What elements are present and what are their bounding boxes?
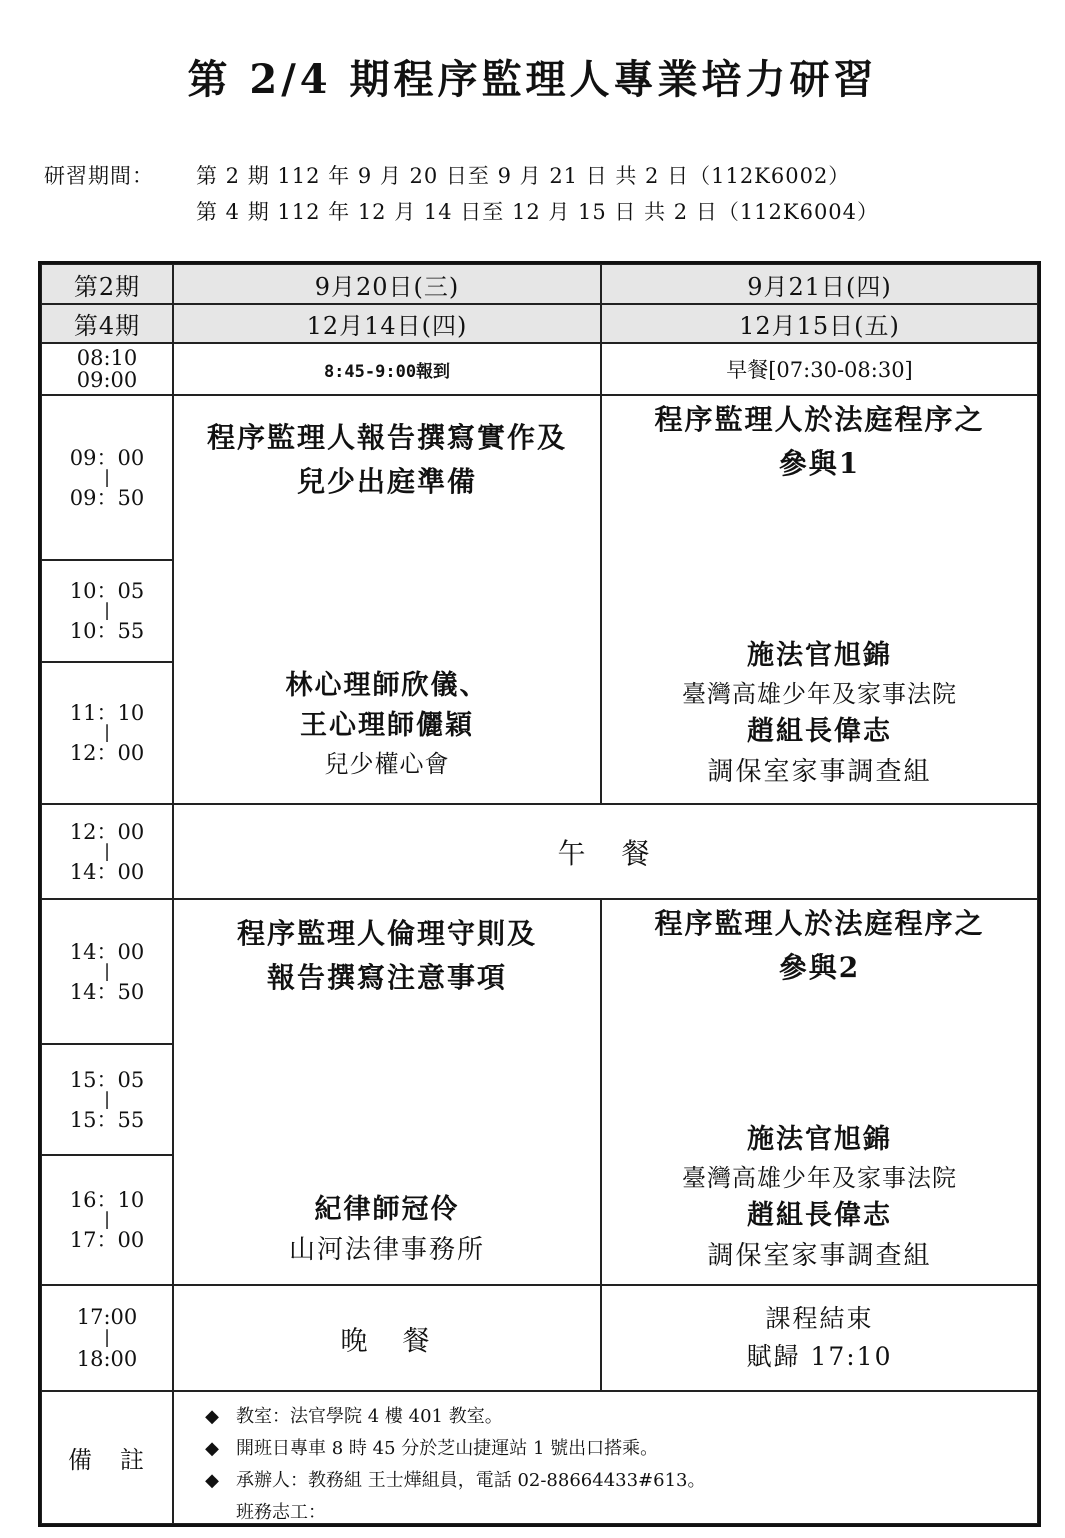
note-volunteer (188, 1498, 326, 1524)
note-text: 教室：法官學院 4 樓 401 教室。 (236, 1406, 503, 1427)
morning-course-day2 (601, 395, 1038, 804)
time-start: 17:00 (76, 1305, 138, 1329)
course-title-line: 程序監理人報告撰寫實作及 (206, 421, 567, 454)
header-day2-session4-label: 12月15日(五) (739, 312, 900, 340)
time-start: 08:10 (76, 346, 138, 370)
diamond-bullet-icon: ◆ (205, 1438, 219, 1459)
afternoon-course-day1 (173, 899, 601, 1285)
time-separator: | (103, 1088, 111, 1110)
time-separator: | (103, 960, 111, 982)
checkin-cell (173, 343, 601, 395)
dinner-cell (173, 1285, 601, 1391)
time-end: 09：50 (69, 485, 145, 510)
course-title-line: 參與2 (778, 951, 861, 984)
time-end: 12：00 (69, 741, 145, 765)
time-end: 14：00 (69, 859, 145, 884)
morning-course-day1 (173, 395, 601, 804)
header-session-2 (41, 264, 173, 304)
course-end-cell (601, 1285, 1038, 1391)
time-start: 16：10 (69, 1188, 145, 1212)
time-separator: | (103, 722, 111, 743)
notes-label-cell (41, 1391, 173, 1524)
time-end: 17：00 (69, 1228, 145, 1252)
time-start: 09：00 (69, 445, 145, 470)
time-separator: | (103, 466, 111, 488)
speaker-name: 趙組長偉志 (747, 716, 892, 747)
speaker-organization: 臺灣高雄少年及家事法院 (682, 1164, 957, 1192)
time-start: 12：00 (69, 819, 145, 844)
header-day2-session2 (601, 264, 1038, 304)
schedule-table (38, 261, 1041, 1527)
lunch-text: 午 餐 (557, 836, 654, 870)
volunteer-label: 班務志工： (236, 1502, 326, 1523)
time-separator: | (103, 600, 111, 621)
time-slot-1400 (41, 899, 173, 1044)
checkin-text: 8:45-9:00報到 (323, 361, 451, 382)
speaker-name: 施法官旭錦 (747, 640, 892, 671)
time-separator: | (103, 1209, 111, 1230)
notes-cell (173, 1391, 1038, 1524)
note-text: 承辦人：教務組 王士燁組員，電話 02-88664433#613。 (236, 1470, 706, 1491)
breakfast-text: 早餐[07:30-08:30] (726, 358, 913, 382)
speaker-name: 紀律師冠伶 (314, 1194, 460, 1225)
speaker-name: 趙組長偉志 (747, 1200, 892, 1231)
header-day1-session4-label: 12月14日(四) (306, 312, 468, 340)
time-start: 15：05 (69, 1067, 145, 1092)
note-item (188, 1402, 503, 1428)
time-separator: | (103, 840, 111, 862)
notes-label: 備 註 (68, 1446, 146, 1474)
diamond-bullet-icon: ◆ (205, 1406, 219, 1427)
course-title-line: 程序監理人於法庭程序之 (654, 403, 985, 436)
time-end: 18:00 (76, 1347, 138, 1371)
time-end: 10：55 (69, 619, 145, 643)
dinner-text: 晚 餐 (340, 1325, 434, 1357)
note-item (188, 1434, 658, 1460)
period-line-2: 第 2 期 112 年 9 月 20 日至 9 月 21 日 共 2 日（112K6002） (196, 164, 851, 188)
time-slot-1200 (41, 804, 173, 899)
time-slot-1505 (41, 1044, 173, 1155)
header-session-4 (41, 304, 173, 343)
time-slot-0810 (41, 343, 173, 395)
time-slot-0900 (41, 395, 173, 560)
time-slot-1610 (41, 1155, 173, 1285)
time-slot-1700 (41, 1285, 173, 1391)
speaker-organization: 山河法律事務所 (288, 1235, 485, 1265)
course-end-text: 課程結束 (765, 1304, 874, 1333)
speaker-organization: 兒少權心會 (324, 750, 450, 778)
time-end: 14：50 (69, 979, 145, 1004)
course-title-line: 程序監理人倫理守則及 (236, 917, 537, 950)
speaker-organization: 調保室家事調查組 (707, 1241, 932, 1271)
breakfast-cell (601, 343, 1038, 395)
period-label: 研習期間： (44, 164, 154, 188)
note-item (188, 1466, 705, 1492)
lunch-cell (173, 804, 1038, 899)
return-time-text: 賦歸 17:10 (746, 1342, 893, 1371)
time-slot-1005 (41, 560, 173, 662)
header-session-2-label: 第2期 (73, 272, 141, 301)
course-title-line: 程序監理人於法庭程序之 (654, 907, 985, 940)
page-title: 第 2/4 期程序監理人專業培力研習 (187, 56, 878, 103)
header-day1-session2 (173, 264, 601, 304)
speaker-organization: 臺灣高雄少年及家事法院 (682, 680, 957, 708)
speaker-name: 王心理師儷穎 (300, 710, 474, 741)
course-title-line: 兒少出庭準備 (296, 465, 477, 498)
time-slot-1110 (41, 662, 173, 804)
time-end: 15：55 (69, 1107, 145, 1132)
header-day1-session4 (173, 304, 601, 343)
time-start: 14：00 (69, 939, 145, 964)
speaker-name: 施法官旭錦 (747, 1124, 892, 1155)
time-separator: | (103, 1327, 111, 1348)
course-title-line: 報告撰寫注意事項 (266, 961, 507, 994)
time-end: 09:00 (76, 368, 138, 392)
header-session-4-label: 第4期 (73, 312, 141, 340)
afternoon-course-day2 (601, 899, 1038, 1285)
header-day1-session2-label: 9月20日(三) (314, 272, 460, 301)
note-text: 開班日專車 8 時 45 分於芝山捷運站 1 號出口搭乘。 (236, 1438, 659, 1459)
header-day2-session4 (601, 304, 1038, 343)
speaker-organization: 調保室家事調查組 (707, 757, 932, 787)
course-title-line: 參與1 (778, 447, 861, 480)
time-start: 11：10 (69, 701, 145, 725)
header-day2-session2-label: 9月21日(四) (747, 272, 892, 301)
diamond-bullet-icon: ◆ (205, 1470, 219, 1491)
speaker-name: 林心理師欣儀、 (285, 670, 489, 701)
period-line-4: 第 4 期 112 年 12 月 14 日至 12 月 15 日 共 2 日（112K6004） (196, 200, 880, 224)
time-start: 10：05 (69, 579, 145, 603)
